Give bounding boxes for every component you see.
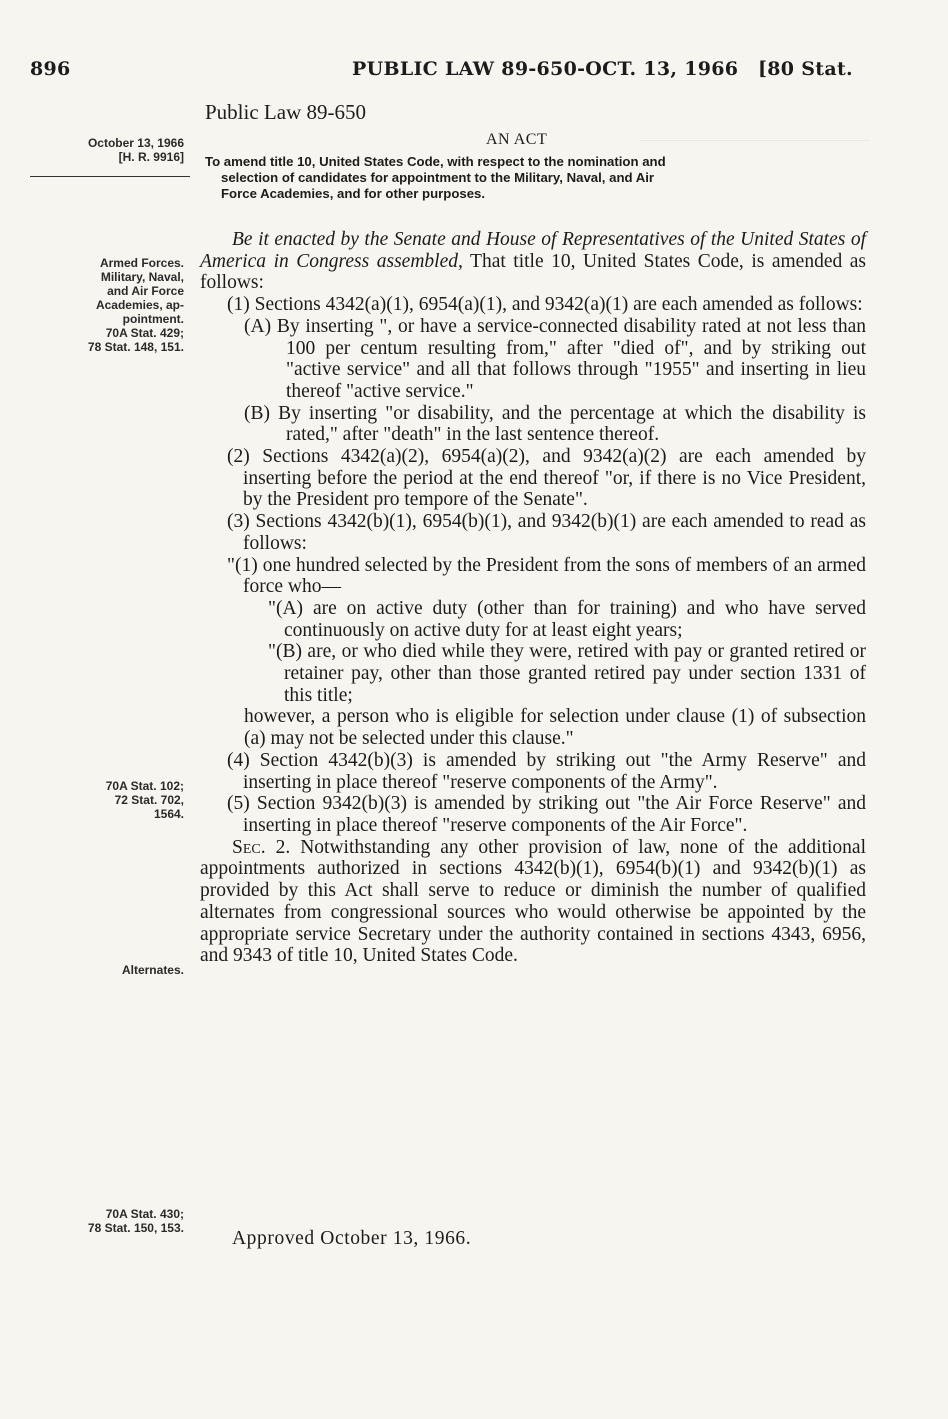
act-purpose <box>205 154 857 202</box>
sidenote-stat-102 <box>34 779 184 821</box>
page-number: 896 <box>30 58 71 80</box>
sidenote-line: Military, Naval, <box>100 270 184 284</box>
section-2 <box>200 837 866 967</box>
enacting-rest: That title 10, United States Code, is amended as follows: <box>200 250 867 294</box>
quoted-clause-A: "(A) are on active duty (other than for training) and who have served continuously on active duty for at least eight years; <box>268 597 866 641</box>
sidenote-line: 70A Stat. 102; <box>105 779 184 793</box>
quoted-clause-1: "(1) one hundred selected by the President from the sons of members of an armed force who— <box>227 554 866 598</box>
section-2-label: Sec. 2. <box>232 836 291 858</box>
sidenote-line: 78 Stat. 148, 151. <box>87 340 184 354</box>
paragraph-1B: (B) By inserting "or disability, and the percentage at which the disability is rated," after "death" in the last sentence thereof. <box>244 402 866 446</box>
however-clause: however, a person who is eligible for selection under clause (1) of subsection (a) may not be selected under this clause." <box>244 706 866 750</box>
sidenote-line: Armed Forces. <box>99 256 184 270</box>
sidenote-line: Alternates. <box>121 963 184 977</box>
an-act-heading: AN ACT <box>486 131 548 148</box>
approval-date: Approved October 13, 1966. <box>232 1228 472 1249</box>
sidenote-line: Academies, ap- <box>95 298 184 312</box>
sidenote-alternates <box>34 963 184 977</box>
sidenote-stat-430 <box>34 1207 184 1235</box>
purpose-line: selection of candidates for appointment to the Military, Naval, and Air <box>221 170 655 185</box>
public-law-title: Public Law 89-650 <box>205 100 366 124</box>
sidenote-line: 1564. <box>153 807 184 821</box>
quoted-clause-B: "(B) are, or who died while they were, retired with pay or granted retired or retainer pay, other than those granted retired pay under section 1331 of this title; <box>268 641 866 706</box>
sidenote-divider <box>30 176 190 177</box>
sidenote-bill: [H. R. 9916] <box>118 150 184 164</box>
purpose-line: To amend title 10, United States Code, with respect to the nomination and <box>205 154 666 169</box>
paragraph-5: (5) Section 9342(b)(3) is amended by striking out "the Air Force Reserve" and inserting in place thereof "reserve components of the Air Force". <box>227 793 866 836</box>
bleed-through-artifact <box>640 100 870 141</box>
enacting-clause <box>200 229 866 294</box>
sidenote-date-bill <box>34 136 184 164</box>
sidenote-line: 72 Stat. 702, <box>114 793 184 807</box>
paragraph-1: (1) Sections 4342(a)(1), 6954(a)(1), and 9342(a)(1) are each amended as follows: <box>227 294 863 316</box>
purpose-line: Force Academies, and for other purposes. <box>221 186 486 201</box>
sidenote-armed-forces <box>34 256 184 354</box>
section-2-text: Notwithstanding any other provision of law, none of the additional appointments authorized in sections 4342(b)(1), 6954(b)(1) and 9342(b)(1) as provided by this Act shall serve to reduce or diminish the number of qualified alternates from congressional sources who would otherwise be appointed by the appropriate service Secretary under the authority contained in sections 4343, 6956, and 9343 of title 10, United States Code. <box>200 836 866 967</box>
sidenote-line: and Air Force <box>107 284 184 298</box>
sidenote-line: 70A Stat. 429; <box>105 326 184 340</box>
paragraph-1A: (A) By inserting ", or have a service-connected disability rated at not less than 100 per centum resulting from," after "died of", and by striking out "active service" and all that follows through "1955" and inserting in lieu thereof "active service." <box>244 315 866 402</box>
sidenote-line: pointment. <box>122 312 184 326</box>
paragraph-2: (2) Sections 4342(a)(2), 6954(a)(2), and 9342(a)(2) are each amended by inserting before the period at the end thereof "or, if there is no Vice President, by the President pro tempore of the Senate". <box>227 446 866 511</box>
enacting-formula: Be it enacted by the Senate and House of Representatives of the United States of America in Congress assembled, <box>200 229 866 272</box>
sidenote-line: 78 Stat. 150, 153. <box>87 1221 184 1235</box>
sidenote-date: October 13, 1966 <box>87 136 184 150</box>
paragraph-4: (4) Section 4342(b)(3) is amended by striking out "the Army Reserve" and inserting in place thereof "reserve components of the Army". <box>227 749 866 793</box>
paragraph-3: (3) Sections 4342(b)(1), 6954(b)(1), and 9342(b)(1) are each amended to read as follows: <box>227 511 866 554</box>
act-body <box>200 229 866 967</box>
statute-reference: [80 Stat. <box>758 58 853 80</box>
running-title: PUBLIC LAW 89-650-OCT. 13, 1966 <box>352 58 739 80</box>
sidenote-line: 70A Stat. 430; <box>105 1207 184 1221</box>
